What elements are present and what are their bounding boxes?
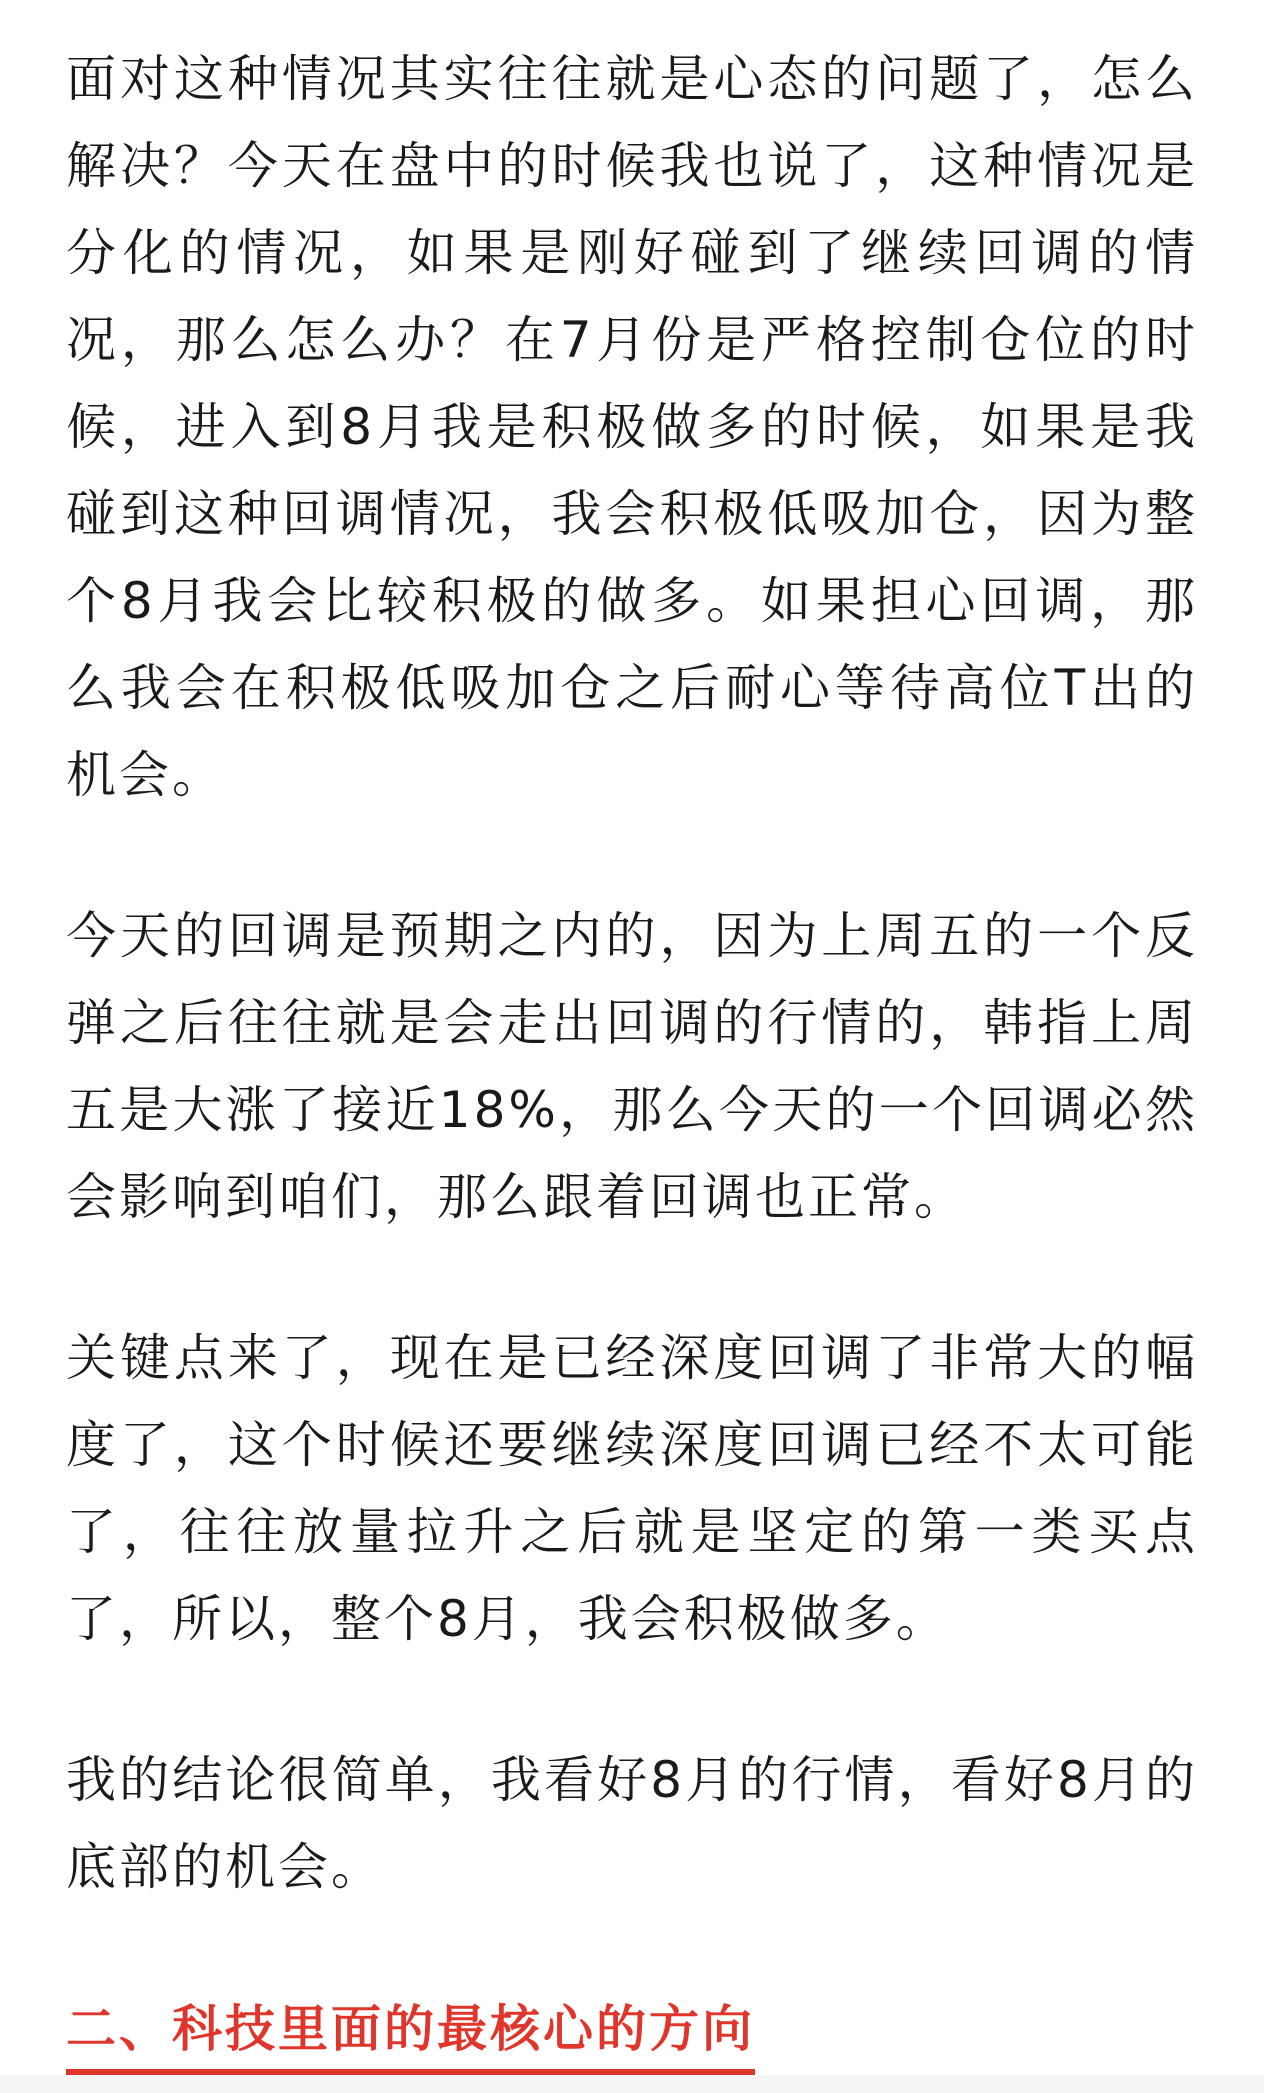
paragraph-pullback-expected: 今天的回调是预期之内的，因为上周五的一个反弹之后往往就是会走出回调的行情的，韩指上周五是大涨了接近18%，那么今天的一个回调必然会影响到咱们，那么跟着回调也正常。 (66, 907, 1198, 1226)
paragraph-mindset: 面对这种情况其实往往就是心态的问题了，怎么解决？今天在盘中的时候我也说了，这种情况是分化的情况，如果是刚好碰到了继续回调的情况，那么怎么办？在7月份是严格控制仓位的时候，进入到8月我是积极做多的时候，如果是我碰到这种回调情况，我会积极低吸加仓，因为整个8月我会比较积极的做多。如果担心回调，那么我会在积极低吸加仓之后耐心等待高位T出的机会。 (66, 50, 1198, 804)
paragraph-key-point: 关键点来了，现在是已经深度回调了非常大的幅度了，这个时候还要继续深度回调已经不太可能了，往往放量拉升之后就是坚定的第一类买点了，所以，整个8月，我会积极做多。 (66, 1329, 1198, 1648)
paragraph-conclusion: 我的结论很简单，我看好8月的行情，看好8月的底部的机会。 (66, 1751, 1198, 1896)
footer-divider-strip (0, 2075, 1264, 2093)
section-heading: 二、科技里面的最核心的方向 (66, 1993, 755, 2075)
